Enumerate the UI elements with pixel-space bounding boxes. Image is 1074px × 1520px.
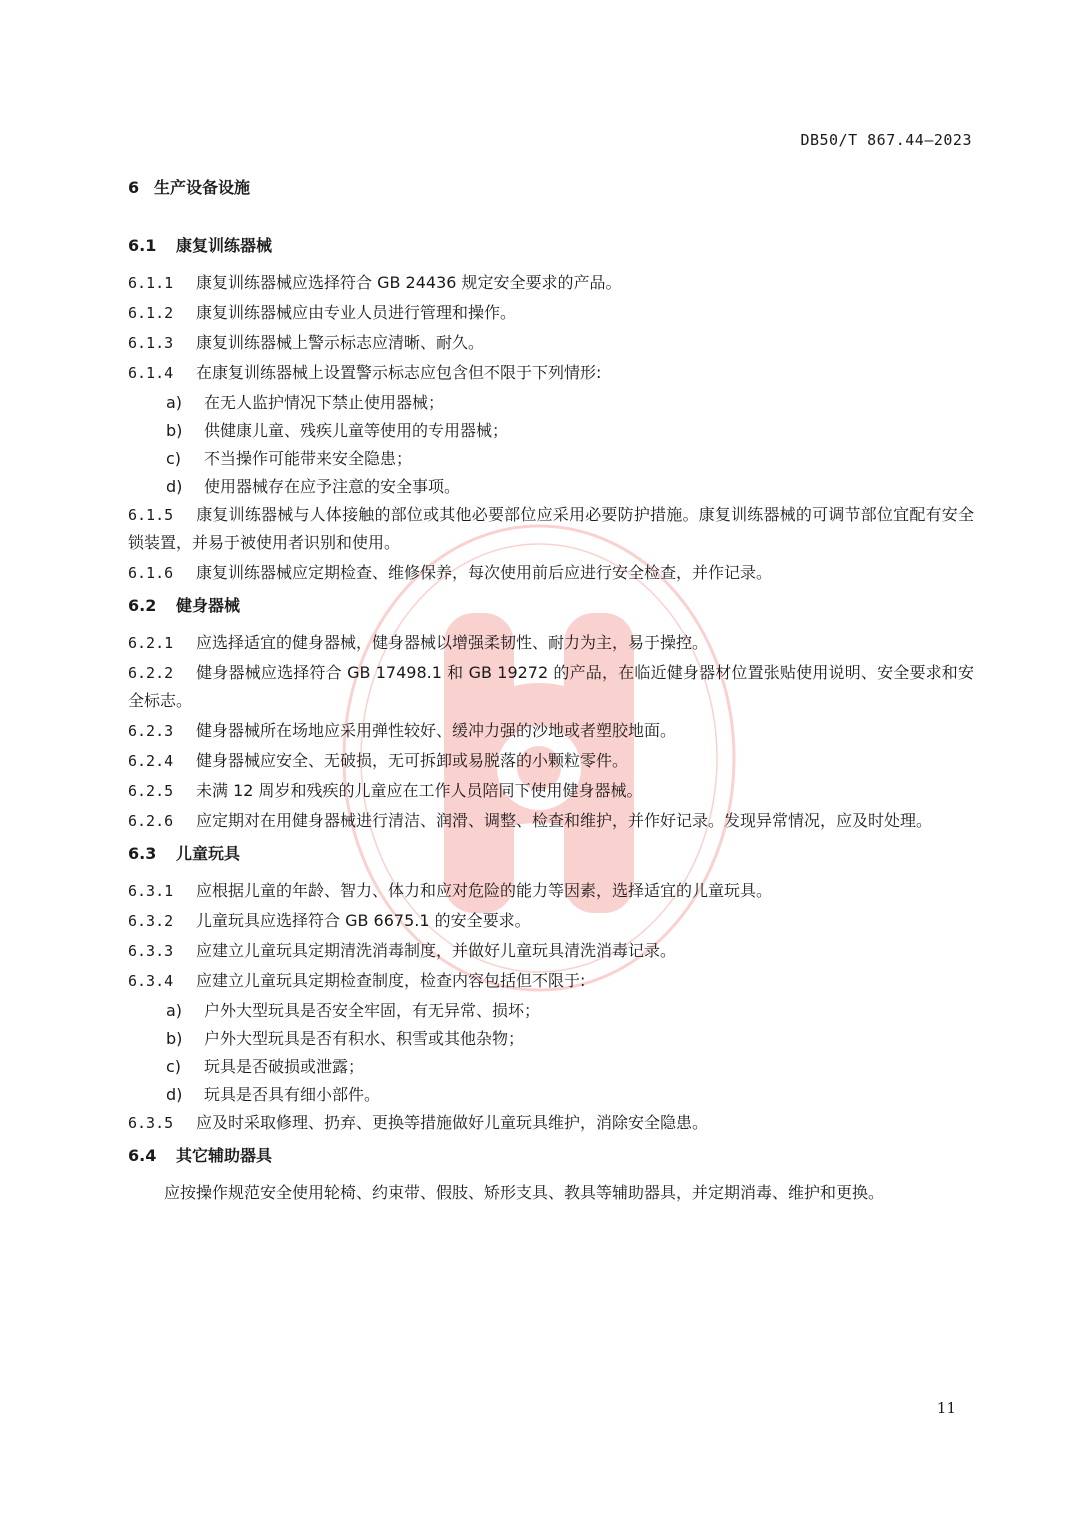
list-item-text: 使用器械存在应予注意的安全事项。: [204, 477, 461, 496]
clause-number: 6.1.5: [128, 506, 174, 524]
list-item-text: 不当操作可能带来安全隐患；: [204, 449, 413, 468]
clause-number: 6.3.1: [128, 882, 174, 900]
clause-number: 6.1.2: [128, 304, 174, 322]
clause: [128, 359, 974, 387]
section-heading: [128, 233, 974, 259]
clause-number: 6.3.2: [128, 912, 174, 930]
list-item-number: d): [166, 1085, 183, 1104]
clause-number: 6.3.4: [128, 972, 174, 990]
clause-number: 6.2.6: [128, 812, 174, 830]
list-item-text: 户外大型玩具是否有积水、积雪或其他杂物；: [204, 1029, 525, 1048]
clause: [128, 299, 974, 327]
section-heading: [128, 593, 974, 619]
section-number: 6.2: [128, 596, 157, 615]
clause-text: 康复训练器械应定期检查、维修保养，每次使用前后应进行安全检查，并作记录。: [196, 563, 773, 582]
clause: [128, 269, 974, 297]
list-item-number: c): [166, 449, 182, 468]
clause-number: 6.2.3: [128, 722, 174, 740]
clause-text: 应建立儿童玩具定期清洗消毒制度，并做好儿童玩具清洗消毒记录。: [196, 941, 677, 960]
section-title: 健身器械: [176, 596, 241, 615]
list-item-number: b): [166, 1029, 183, 1048]
clause-text: 健身器械应选择符合 GB 17498.1 和 GB 19272 的产品，在临近健身器材位置张贴使用说明、安全要求和安全标志。: [128, 663, 974, 710]
list-item: [166, 473, 974, 501]
list-item-number: a): [166, 393, 183, 412]
document-body: [128, 175, 974, 1207]
clause-text: 应建立儿童玩具定期检查制度，检查内容包括但不限于:: [196, 971, 586, 990]
clause-text: 应根据儿童的年龄、智力、体力和应对危险的能力等因素，选择适宜的儿童玩具。: [196, 881, 773, 900]
clause: [128, 329, 974, 357]
clause: [128, 877, 974, 905]
clause: [128, 907, 974, 935]
clause-text: 康复训练器械应选择符合 GB 24436 规定安全要求的产品。: [196, 273, 622, 292]
section-title: 其它辅助器具: [176, 1146, 273, 1165]
clause-number: 6.2.1: [128, 634, 174, 652]
clause-text: 康复训练器械与人体接触的部位或其他必要部位应采用必要防护措施。康复训练器械的可调节部位宜配有安全锁装置，并易于被使用者识别和使用。: [128, 505, 974, 552]
list-item-number: d): [166, 477, 183, 496]
list-item-text: 户外大型玩具是否安全牢固，有无异常、损坏；: [204, 1001, 541, 1020]
list-item: [166, 1053, 974, 1081]
section-title: 康复训练器械: [176, 236, 273, 255]
clause: [128, 717, 974, 745]
section-number: 6.3: [128, 844, 157, 863]
clause: [128, 937, 974, 965]
list-item-text: 玩具是否具有细小部件。: [204, 1085, 381, 1104]
clause-number: 6.1.4: [128, 364, 174, 382]
clause-number: 6.1.1: [128, 274, 174, 292]
list-item: [166, 1081, 974, 1109]
list-item-text: 玩具是否破损或泄露；: [204, 1057, 365, 1076]
section-heading: [128, 841, 974, 867]
list-item: [166, 997, 974, 1025]
clause-text: 应及时采取修理、扔弃、更换等措施做好儿童玩具维护，消除安全隐患。: [196, 1113, 709, 1132]
clause: [128, 659, 974, 715]
clause-number: 6.2.5: [128, 782, 174, 800]
chapter-heading: [128, 175, 974, 201]
clause: [128, 777, 974, 805]
clause: [128, 1109, 974, 1137]
clause-number: 6.1.6: [128, 564, 174, 582]
clause: [128, 559, 974, 587]
list-item: [166, 445, 974, 473]
page-number: 11: [936, 1399, 956, 1417]
chapter-number: 6: [128, 178, 140, 197]
clause-text: 康复训练器械上警示标志应清晰、耐久。: [196, 333, 485, 352]
clause-text: 在康复训练器械上设置警示标志应包含但不限于下列情形:: [196, 363, 602, 382]
list-item-number: c): [166, 1057, 182, 1076]
clause-text: 应定期对在用健身器械进行清洁、润滑、调整、检查和维护，并作好记录。发现异常情况，应及时处理。: [196, 811, 933, 830]
clause-text: 健身器械应安全、无破损，无可拆卸或易脱落的小颗粒零件。: [196, 751, 629, 770]
clause: [128, 967, 974, 995]
list-item: [166, 417, 974, 445]
clause: [128, 629, 974, 657]
clause-text: 未满 12 周岁和残疾的儿童应在工作人员陪同下使用健身器械。: [196, 781, 643, 800]
standard-code: DB50/T 867.44—2023: [800, 131, 972, 149]
chapter-title: 生产设备设施: [154, 178, 251, 197]
clause-number: 6.2.2: [128, 664, 174, 682]
list-item-number: b): [166, 421, 183, 440]
section-title: 儿童玩具: [176, 844, 241, 863]
clause-text: 健身器械所在场地应采用弹性较好、缓冲力强的沙地或者塑胶地面。: [196, 721, 677, 740]
list-item: [166, 1025, 974, 1053]
clause-number: 6.3.3: [128, 942, 174, 960]
clause-number: 6.1.3: [128, 334, 174, 352]
section-number: 6.1: [128, 236, 157, 255]
section-number: 6.4: [128, 1146, 157, 1165]
list-item-number: a): [166, 1001, 183, 1020]
section-heading: [128, 1143, 974, 1169]
clause-text: 康复训练器械应由专业人员进行管理和操作。: [196, 303, 517, 322]
list-item-text: 供健康儿童、残疾儿童等使用的专用器械；: [204, 421, 509, 440]
clause: [128, 807, 974, 835]
list-item-text: 在无人监护情况下禁止使用器械；: [204, 393, 445, 412]
clause-number: 6.2.4: [128, 752, 174, 770]
clause-text: 儿童玩具应选择符合 GB 6675.1 的安全要求。: [196, 911, 531, 930]
clause-text: 应选择适宜的健身器械，健身器械以增强柔韧性、耐力为主，易于操控。: [196, 633, 709, 652]
section-paragraph: 应按操作规范安全使用轮椅、约束带、假肢、矫形支具、教具等辅助器具，并定期消毒、维护和更换。: [164, 1183, 885, 1202]
clause-number: 6.3.5: [128, 1114, 174, 1132]
clause: [128, 501, 974, 557]
clause: [128, 747, 974, 775]
list-item: [166, 389, 974, 417]
